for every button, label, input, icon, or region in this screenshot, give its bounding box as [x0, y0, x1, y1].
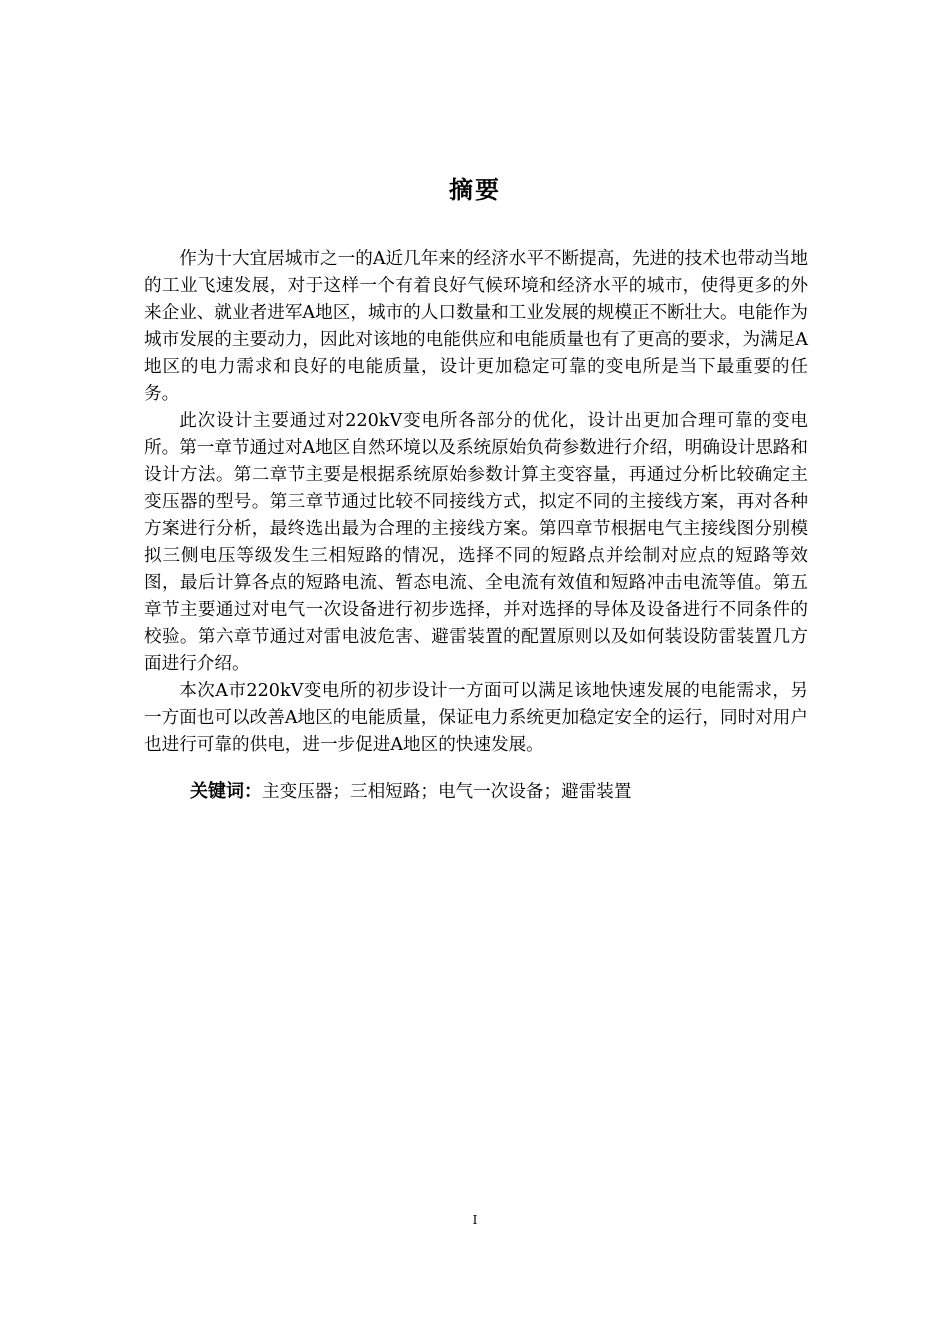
abstract-body: [144, 246, 808, 759]
page-number: I: [472, 1213, 478, 1227]
keywords-list: 主变压器；三相短路；电气一次设备；避雷装置: [262, 782, 632, 802]
abstract-paragraph-2: 此次设计主要通过对220kV变电所各部分的优化，设计出更加合理可靠的变电所。第一章节通过对A地区自然环境以及系统原始负荷参数进行介绍，明确设计思路和设计方法。第二章节主要是根据系统原始参数计算主变容量，再通过分析比较确定主变压器的型号。第三章节通过比较不同接线方式，拟定不同的主接线方案，再对各种方案进行分析，最终选出最为合理的主接线方案。第四章节根据电气主接线图分别模拟三侧电压等级发生三相短路的情况，选择不同的短路点并绘制对应点的短路等效图，最后计算各点的短路电流、暂态电流、全电流有效值和短路冲击电流等值。第五章节主要通过对电气一次设备进行初步选择，并对选择的导体及设备进行不同条件的校验。第六章节通过对雷电波危害、避雷装置的配置原则以及如何装设防雷装置几方面进行介绍。: [144, 411, 808, 674]
keywords-line: [190, 778, 631, 806]
abstract-title: 摘要: [449, 176, 501, 204]
abstract-paragraph-1: 作为十大宜居城市之一的A近几年来的经济水平不断提高，先进的技术也带动当地的工业飞速发展，对于这样一个有着良好气候环境和经济水平的城市，使得更多的外来企业、就业者进军A地区，城市的人口数量和工业发展的规模正不断壮大。电能作为城市发展的主要动力，因此对该地的电能供应和电能质量也有了更高的要求，为满足A地区的电力需求和良好的电能质量，设计更加稳定可靠的变电所是当下最重要的任务。: [144, 249, 808, 404]
keywords-label: 关键词：: [190, 781, 262, 802]
abstract-paragraph-3: 本次A市220kV变电所的初步设计一方面可以满足该地快速发展的电能需求，另一方面也可以改善A地区的电能质量，保证电力系统更加稳定安全的运行，同时对用户也进行可靠的供电，进一步促进A地区的快速发展。: [144, 681, 808, 755]
